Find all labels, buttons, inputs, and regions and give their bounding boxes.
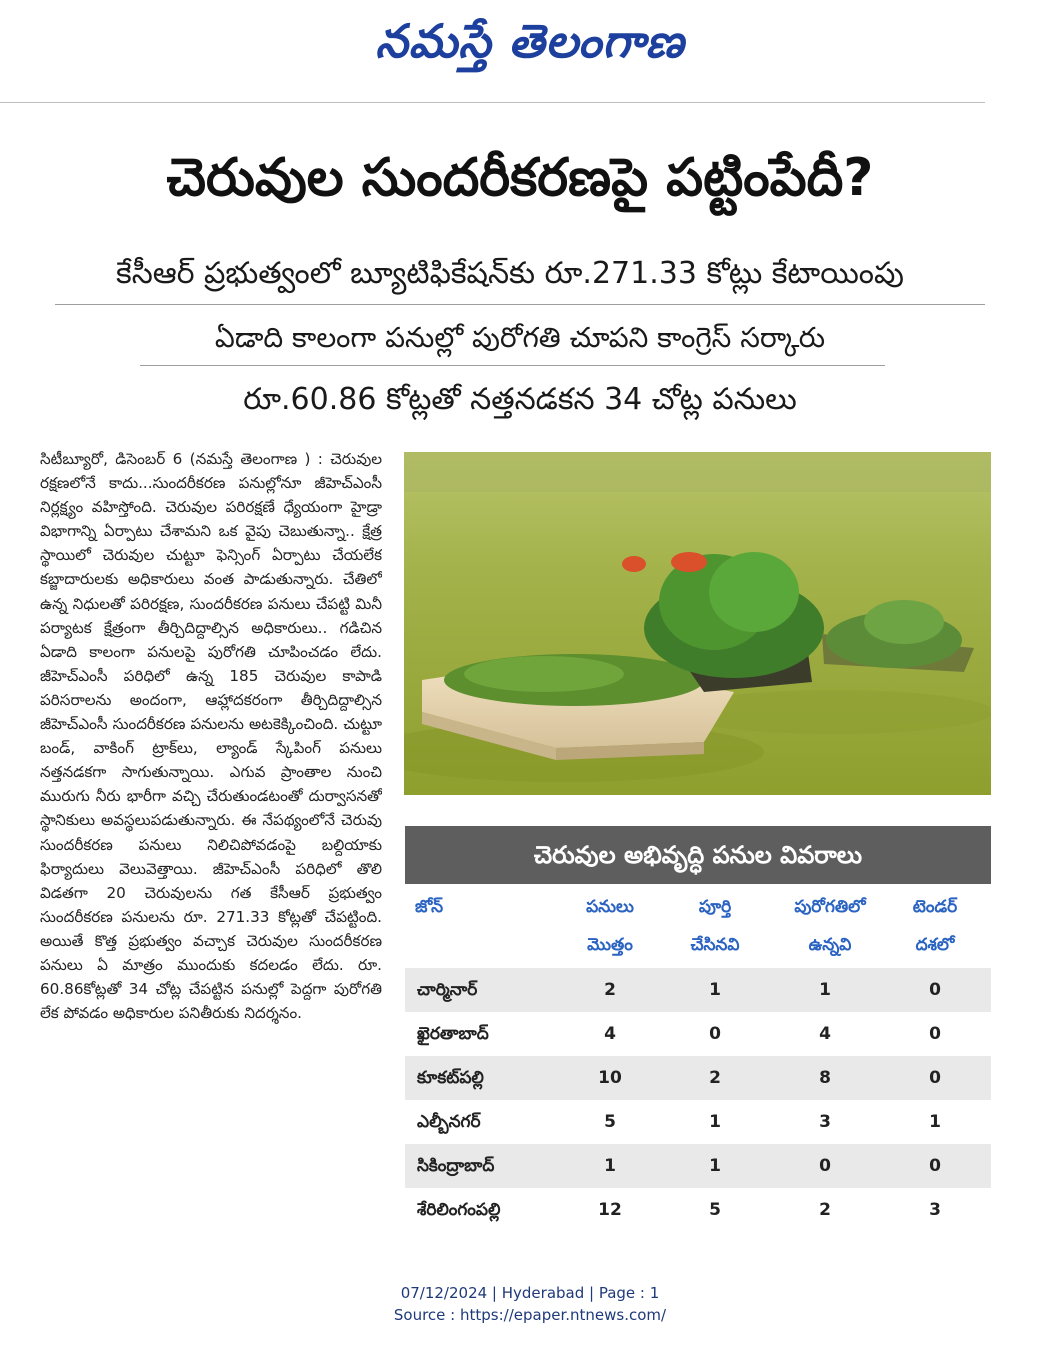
masthead-divider [0,102,985,103]
works-table [405,826,991,1240]
done-cell: 5 [709,1200,721,1220]
footer-date-line: 07/12/2024 | Hyderabad | Page : 1 [400,1284,660,1302]
progress-cell: 0 [819,1156,831,1176]
header-progress-2: ఉన్నవి [808,935,852,955]
tender-cell: 0 [929,1024,941,1044]
footer-source-line: Source : https://epaper.ntnews.com/ [393,1306,667,1324]
subheadline-divider-2 [140,365,885,366]
table-row [405,1056,991,1100]
tender-cell: 0 [929,1068,941,1088]
lake-photo [404,452,991,795]
zone-cell: ఎల్బీనగర్ [417,1112,481,1132]
page-footer [330,1282,730,1332]
progress-cell: 1 [819,980,831,1000]
progress-cell: 3 [819,1112,831,1132]
header-tender-2: దశలో [915,935,955,955]
done-cell: 1 [709,1112,721,1132]
done-cell: 1 [709,1156,721,1176]
header-total-2: మొత్తం [587,935,633,955]
tender-cell: 0 [929,980,941,1000]
subheadline-divider-1 [55,304,985,305]
table-row [405,1144,991,1188]
header-total: పనులు [586,897,634,917]
header-done: పూర్తి [698,897,732,917]
done-cell: 1 [709,980,721,1000]
table-row [405,1188,991,1232]
table-row [405,968,991,1012]
total-cell: 4 [604,1024,616,1044]
subheadline-2: ఏడాది కాలంగా పనుల్లో పురోగతి చూపని కాంగ్రెస్ సర్కారు [214,321,826,354]
masthead [0,0,1061,100]
total-cell: 2 [604,980,616,1000]
table-header [405,884,991,968]
header-zone: జోన్ [415,897,444,917]
newspaper-logo: నమస్తే తెలంగాణ [375,14,685,68]
headline: చెరువుల సుందరీకరణపై పట్టింపేదీ? [166,148,874,208]
table-row [405,1100,991,1144]
done-cell: 0 [709,1024,721,1044]
zone-cell: శేరిలింగంపల్లి [417,1200,501,1220]
header-progress: పురోగతిలో [794,897,866,917]
total-cell: 12 [598,1200,622,1220]
header-tender: టెండర్ [912,897,958,917]
done-cell: 2 [709,1068,721,1088]
zone-cell: కూకట్‌పల్లి [417,1068,484,1088]
progress-cell: 4 [819,1024,831,1044]
subheadline-3: రూ.60.86 కోట్లతో నత్తనడకన 34 చోట్ల పనులు [243,382,797,417]
progress-cell: 2 [819,1200,831,1220]
tender-cell: 3 [929,1200,941,1220]
subheadline-1: కేసీఆర్ ప్రభుత్వంలో బ్యూటిఫికేషన్‌కు రూ.271.33 కోట్లు కేటాయింపు [116,256,904,291]
table-row [405,1012,991,1056]
total-cell: 5 [604,1112,616,1132]
progress-cell: 8 [819,1068,831,1088]
zone-cell: ఖైరతాబాద్ [417,1024,489,1044]
zone-cell: చార్మినార్ [417,980,478,1000]
header-done-2: చేసినవి [690,935,740,955]
table-title: చెరువుల అభివృద్ధి పనుల వివరాలు [405,826,991,884]
total-cell: 10 [598,1068,622,1088]
article-body: సిటీబ్యూరో, డిసెంబర్ 6 (నమస్తే తెలంగాణ ) : చెరువుల రక్షణలోనే కాదు...సుందరీకరణ పనుల్లోనూ జీహెచ్‌ఎంసీ నిర్లక్ష్యం వహిస్తోంది. చెరువుల పరిరక్షణే ధ్యేయంగా హైడ్రా విభాగాన్ని ఏర్పాటు చేశామని ఒక వైపు చెబుతున్నా.. క్షేత్ర స్థాయిలో చెరువుల చుట్టూ ఫెన్సింగ్ ఏర్పాటు చేయలేక కబ్జాదారులకు అధికారులు వంత పాడుతున్నారు. చేతిలో ఉన్న నిధులతో పరిరక్షణ, సుందరీకరణ పనులు చేపట్టి మినీ పర్యాటక క్షేత్రంగా తీర్చిదిద్దాల్సిన అధికారులు.. గడిచిన ఏడాది కాలంగా పనులపై పురోగతి చూపించడం లేదు. జీహెచ్‌ఎంసీ పరిధిలో ఉన్న 185 చెరువుల కాపాడి పరిసరాలను అందంగా, ఆహ్లాదకరంగా తీర్చిదిద్దాల్సిన జీహెచ్‌ఎంసీ సుందరీకరణ పనులను అటకెక్కించింది. చుట్టూ బండ్, వాకింగ్ ట్రాక్‌లు, ల్యాండ్ స్కేపింగ్ పనులు నత్తనడకగా సాగుతున్నాయి. ఎగువ ప్రాంతాల నుంచి మురుగు నీరు భారీగా వచ్చి చేరుతుండటంతో దుర్వాసనతో స్థానికులు అవస్థలుపడుతున్నారు. ఈ నేపథ్యంలోనే చెరువు సుందరీకరణ పనులు నిలిచిపోవడంపై బల్దియాకు ఫిర్యాదులు వెలువెత్తాయి. జీహెచ్‌ఎంసీ పరిధిలో తొలి విడతగా 20 చెరువులను గత కేసీఆర్ ప్రభుత్వం సుందరీకరణ పనులను రూ. 271.33 కోట్లతో చేపట్టింది. అయితే కొత్త ప్రభుత్వం వచ్చాక చెరువుల సుందరీకరణ పనులు ఏ మాత్రం ముందుకు కదలడం లేదు. రూ. 60.86కోట్లతో 34 చోట్ల చేపట్టిన పనుల్లో పెద్దగా పురోగతి లేక పోవడం అధికారుల పనితీరుకు నిదర్శనం. [40,450,382,1023]
total-cell: 1 [604,1156,616,1176]
tender-cell: 1 [929,1112,941,1132]
tender-cell: 0 [929,1156,941,1176]
zone-cell: సికింద్రాబాద్ [417,1156,495,1176]
